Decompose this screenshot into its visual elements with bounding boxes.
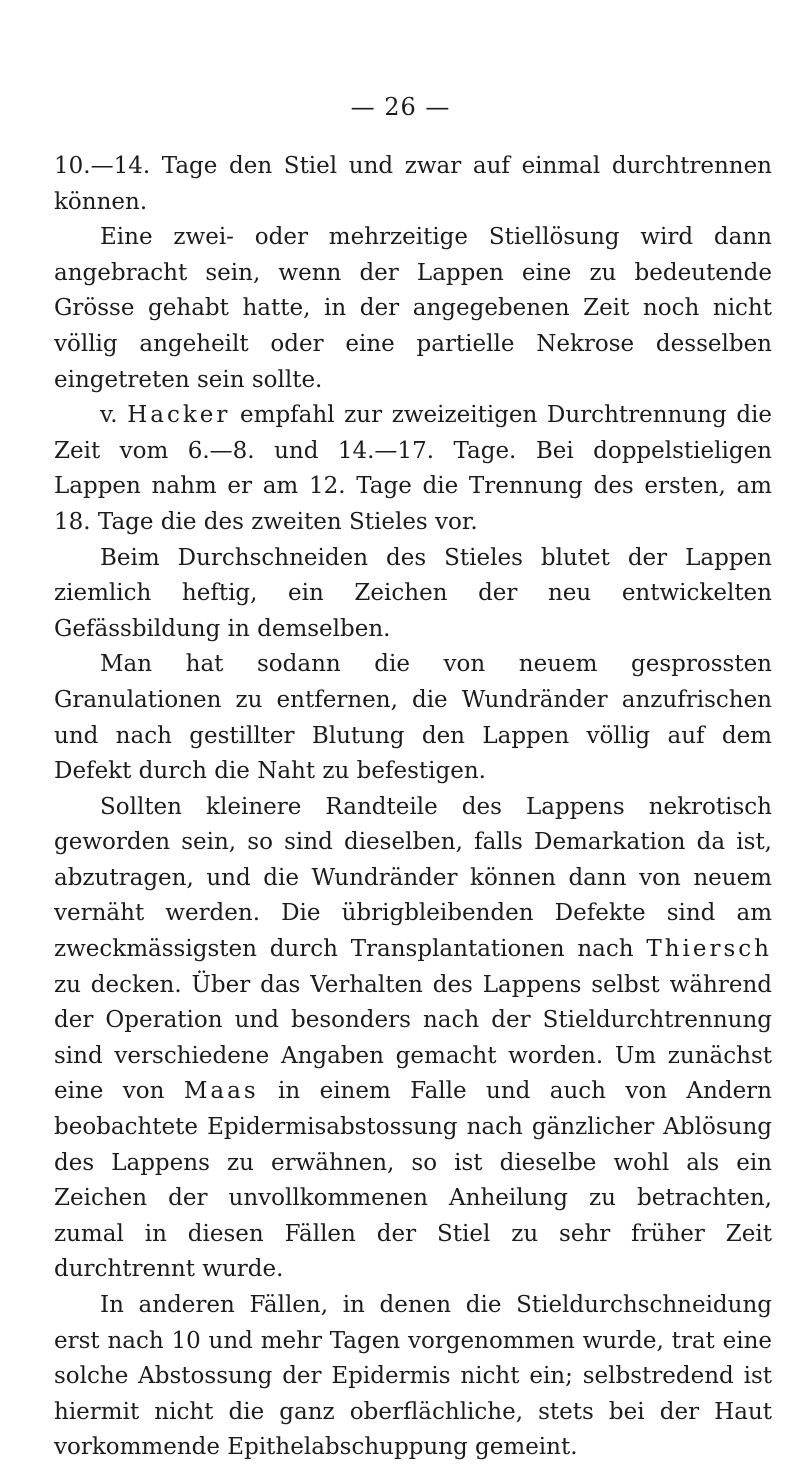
body-text xyxy=(54,149,772,1466)
author-name: Thiersch xyxy=(646,936,772,963)
text-segment: 10.—14. Tage den Stiel und zwar auf einmal durchtrennen können. xyxy=(54,153,772,215)
text-segment: in einem Falle und auch von Andern beobachtete Epidermisabstossung nach gänzlicher Ablösung des Lappens zu erwähnen, so ist dieselbe wohl als ein Zeichen der unvollkommenen Anheilung zu betrachten, zumal in diesen Fällen der Stiel zu sehr früher Zeit durchtrennt wurde. xyxy=(54,1078,772,1283)
paragraph xyxy=(54,790,772,1288)
paragraph xyxy=(54,149,772,220)
text-segment: Beim Durchschneiden des Stieles blutet der Lappen ziemlich heftig, ein Zeichen der neu entwickelten Gefässbildung in demselben. xyxy=(54,544,772,642)
author-name: Maas xyxy=(183,1078,259,1105)
paragraph xyxy=(54,220,772,398)
paragraph xyxy=(54,1288,772,1466)
text-segment: zu decken. Über das Verhalten des Lappens selbst während der Operation und besonders nach der Stieldurchtrennung sind verschiedene Angaben gemacht worden. Um zunächst eine von xyxy=(54,971,772,1105)
paragraph xyxy=(54,398,772,540)
text-segment: In anderen Fällen, in denen die Stieldurchschneidung erst nach 10 und mehr Tagen vorgenommen wurde, trat eine solche Abstossung der Epidermis nicht ein; selbstredend ist hiermit nicht die ganz oberflächliche, stets bei der Haut vorkommende Epithelabschuppung gemeint. xyxy=(54,1292,772,1461)
text-segment: Eine zwei- oder mehrzeitige Stiellösung wird dann angebracht sein, wenn der Lappen eine zu bedeutende Grösse gehabt hatte, in der angegebenen Zeit noch nicht völlig angeheilt oder eine partielle Nekrose desselben eingetreten sein sollte. xyxy=(54,224,772,393)
paragraph xyxy=(54,541,772,648)
paragraph xyxy=(54,647,772,789)
text-segment: Man hat sodann die von neuem gesprossten Granulationen zu entfernen, die Wundränder anzufrischen und nach gestillter Blutung den Lappen völlig auf dem Defekt durch die Naht zu befestigen. xyxy=(54,651,772,785)
page-number: — 26 — xyxy=(350,93,451,121)
text-segment: Sollten kleinere Randteile des Lappens nekrotisch geworden sein, so sind dieselben, falls Demarkation da ist, abzutragen, und die Wundränder können dann von neuem vernäht werden. Die übrigbleibenden Defekte sind am zweckmässigsten durch Transplantationen nach xyxy=(54,793,772,963)
author-name: Hacker xyxy=(127,402,231,429)
text-segment: v. xyxy=(100,402,128,429)
text-segment: empfahl zur zweizeitigen Durchtrennung die Zeit vom 6.—8. und 14.—17. Tage. Bei doppelstieligen Lappen nahm er am 12. Tage die Trennung des ersten, am 18. Tage die des zweiten Stieles vor. xyxy=(54,402,773,535)
